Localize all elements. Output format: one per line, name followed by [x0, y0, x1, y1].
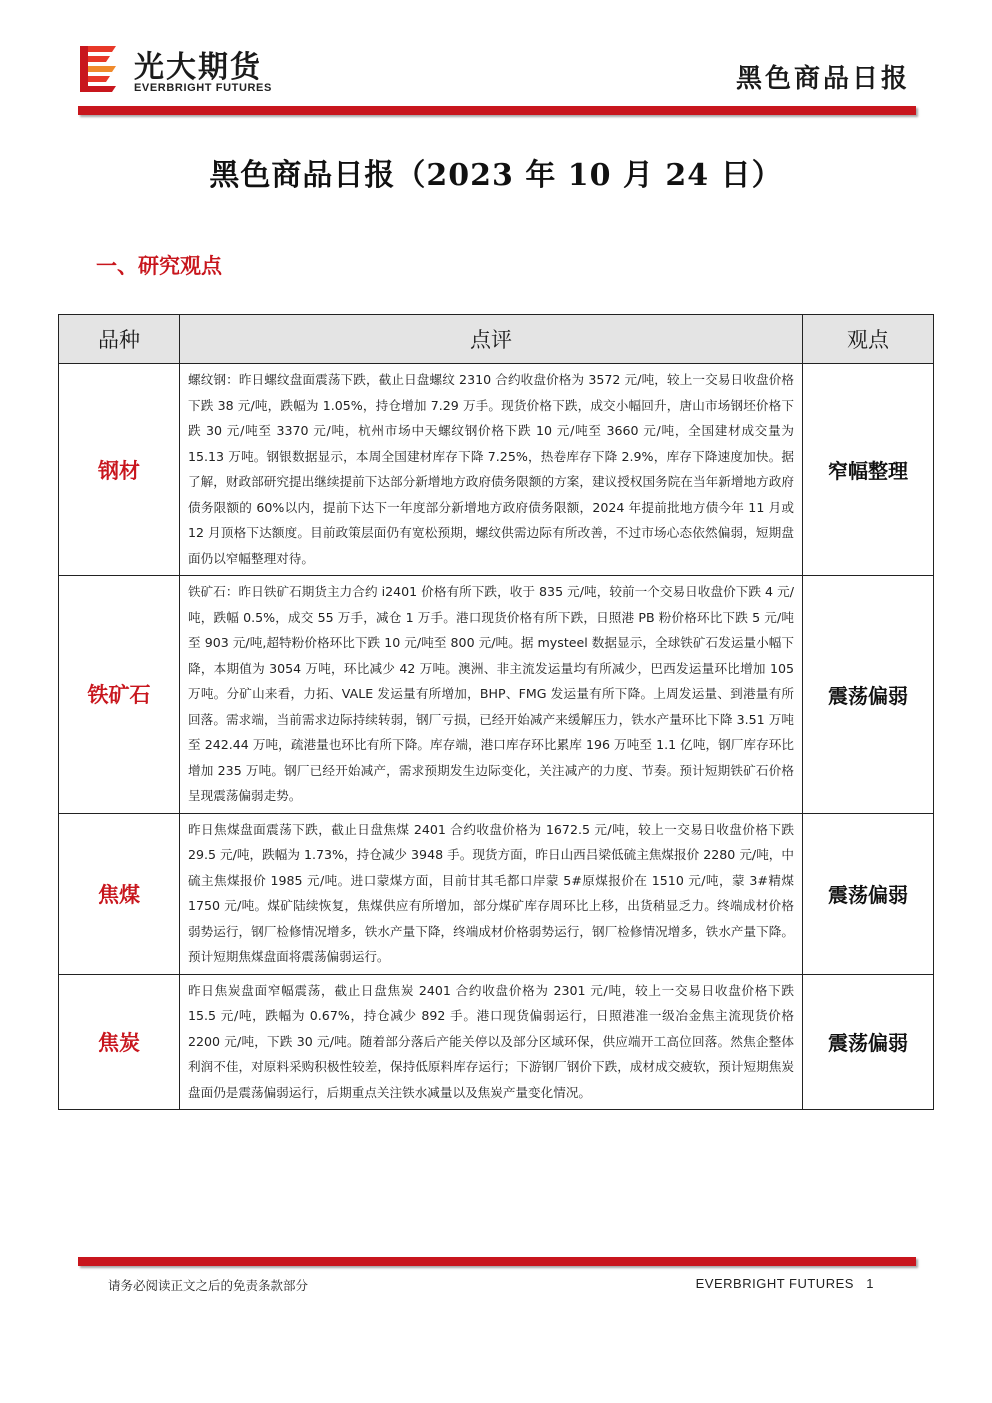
- row-view: 窄幅整理: [803, 364, 934, 576]
- page-number: 1: [866, 1276, 874, 1291]
- company-logo: [76, 40, 296, 100]
- row-comment: 螺纹钢：昨日螺纹盘面震荡下跌，截止日盘螺纹 2310 合约收盘价格为 3572 元/吨，较上一交易日收盘价格下跌 38 元/吨，跌幅为 1.05%，持仓增加 7.29 万手。现货价格下跌，成交小幅回升，唐山市场钢坯价格下跌 30 元/吨至 3370 元/吨，杭州市场中天螺纹钢价格下跌 10 元/吨至 3660 元/吨，全国建材成交量为 15.13 万吨。钢银数据显示，本周全国建材库存下降 7.25%，热卷库存下降 2.9%，库存下降速度加快。据了解，财政部研究提出继续提前下达部分新增地方政府债务限额的方案，建议授权国务院在当年新增地方政府债务限额的 60%以内，提前下达下一年度部分新增地方政府债务限额，2024 年提前批地方债今年 11 月或 12 月顶格下达额度。目前政策层面仍有宽松预期，螺纹供需边际有所改善，不过市场心态依然偏弱，短期盘面仍以窄幅整理对待。: [180, 364, 803, 576]
- row-comment: 昨日焦炭盘面窄幅震荡，截止日盘焦炭 2401 合约收盘价格为 2301 元/吨，较上一交易日收盘价格下跌 15.5 元/吨，跌幅为 0.67%，持仓减少 892 手。港口现货偏弱运行，日照港准一级冶金焦主流现货价格 2200 元/吨，下跌 30 元/吨。随着部分落后产能关停以及部分区域环保，供应端开工高位回落。然焦企整体利润不佳，对原料采购积极性较差，保持低原料库存运行；下游钢厂钢价下跌，成材成交疲软，预计短期焦炭盘面仍是震荡偏弱运行，后期重点关注铁水减量以及焦炭产量变化情况。: [180, 974, 803, 1110]
- document-title: 黑色商品日报（2023 年 10 月 24 日）: [209, 158, 783, 193]
- row-category: 焦煤: [59, 813, 180, 974]
- header-category: 品种: [59, 315, 180, 364]
- header-divider: [78, 106, 916, 115]
- logo-chinese-text: 光大期货: [134, 50, 262, 85]
- logo-english-text: EVERBRIGHT FUTURES: [134, 82, 272, 94]
- row-category: 铁矿石: [59, 576, 180, 814]
- row-view: 震荡偏弱: [803, 813, 934, 974]
- footer-brand: EVERBRIGHT FUTURES: [695, 1276, 854, 1291]
- row-comment: 铁矿石：昨日铁矿石期货主力合约 i2401 价格有所下跌，收于 835 元/吨，较前一个交易日收盘价下跌 4 元/吨，跌幅 0.5%，成交 55 万手，减仓 1 万手。港口现货价格有所下跌，日照港 PB 粉价格环比下跌 5 元/吨至 903 元/吨,超特粉价格环比下跌 10 元/吨至 800 元/吨。据 mysteel 数据显示，全球铁矿石发运量小幅下降，本期值为 3054 万吨，环比减少 42 万吨。澳洲、非主流发运量均有所减少，巴西发运量环比增加 105 万吨。分矿山来看，力拓、VALE 发运量有所增加，BHP、FMG 发运量有所下降。上周发运量、到港量有所回落。需求端，当前需求边际持续转弱，钢厂亏损，已经开始减产来缓解压力，铁水产量环比下降 3.51 万吨至 242.44 万吨，疏港量也环比有所下降。库存端，港口库存环比累库 196 万吨至 1.1 亿吨，钢厂库存环比增加 235 万吨。钢厂已经开始减产，需求预期发生边际变化，关注减产的力度、节奏。预计短期铁矿石价格呈现震荡偏弱走势。: [180, 576, 803, 814]
- row-comment: 昨日焦煤盘面震荡下跌，截止日盘焦煤 2401 合约收盘价格为 1672.5 元/吨，较上一交易日收盘价格下跌 29.5 元/吨，跌幅为 1.73%，持仓减少 3948 手。现货方面，昨日山西吕梁低硫主焦煤报价 2280 元/吨，中硫主焦煤报价 1985 元/吨。进口蒙煤方面，目前甘其毛都口岸蒙 5#原煤报价在 1510 元/吨，蒙 3#精煤 1750 元/吨。煤矿陆续恢复，焦煤供应有所增加，部分煤矿库存周环比上移，出货稍显乏力。终端成材价格弱势运行，钢厂检修情况增多，铁水产量下降，终端成材价格弱势运行，钢厂检修情况增多，铁水产量下降。预计短期焦煤盘面将震荡偏弱运行。: [180, 813, 803, 974]
- everbright-logo-icon: [76, 42, 120, 98]
- footer-disclaimer: 请务必阅读正文之后的免责条款部分: [108, 1278, 309, 1293]
- footer-divider: [78, 1257, 916, 1266]
- row-view: 震荡偏弱: [803, 974, 934, 1110]
- header-report-title: 黑色商品日报: [735, 64, 910, 94]
- row-category: 钢材: [59, 364, 180, 576]
- header-view: 观点: [803, 315, 934, 364]
- research-views-table: [58, 314, 934, 1110]
- footer-brand-page: [696, 1276, 874, 1291]
- row-category: 焦炭: [59, 974, 180, 1110]
- table-row: [59, 974, 934, 1110]
- section-heading: 一、研究观点: [96, 253, 222, 278]
- table-row: [59, 576, 934, 814]
- table-row: [59, 813, 934, 974]
- header-comment: 点评: [180, 315, 803, 364]
- table-header-row: [59, 315, 934, 364]
- row-view: 震荡偏弱: [803, 576, 934, 814]
- table-row: [59, 364, 934, 576]
